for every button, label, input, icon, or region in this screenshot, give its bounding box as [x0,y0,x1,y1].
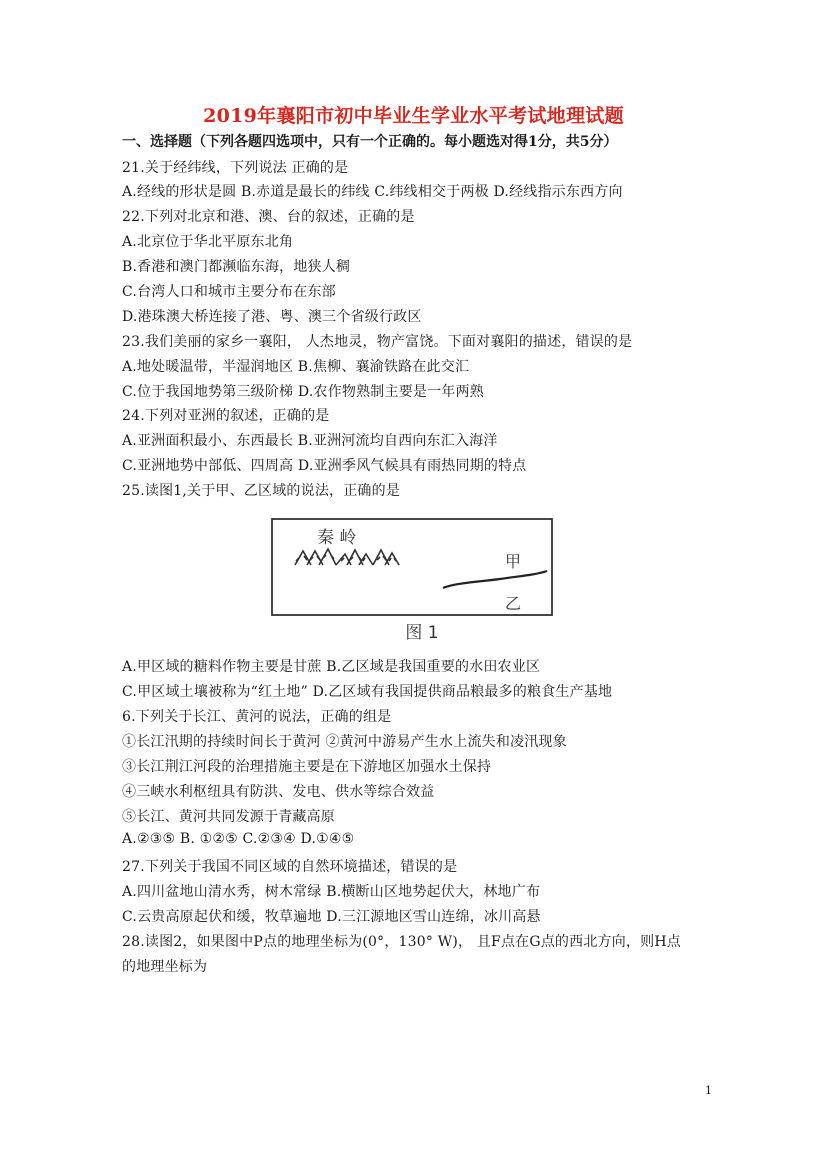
question-27: 27.下列关于我国不同区域的自然环境描述，错误的是 [122,859,458,875]
question-26: 6.下列关于长江、黄河的说法，正确的组是 [122,709,392,725]
question-28-continued: 的地理坐标为 [122,959,208,975]
region-yi-label: 乙 [505,594,522,613]
question-23: 23.我们美丽的家乡一襄阳， 人杰地灵，物产富饶。下面对襄阳的描述，错误的是 [122,334,633,350]
mountain-label: 秦 岭 [317,528,357,548]
question-28: 28.读图2，如果图中P点的地理坐标为(0°，130° W)， 且F点在G点的西北方向，则H点 [122,934,681,950]
region-jia-label: 甲 [505,552,522,571]
exam-title: 2019年襄阳市初中毕业生学业水平考试地理试题 [203,105,624,127]
section-heading: 一、选择题（下列各题四选项中，只有一个正确的。每小题选对得1分，共5分） [122,134,618,150]
question-25-options-ab: A.甲区域的糖料作物主要是甘蔗 B.乙区域是我国重要的水田农业区 [122,659,541,675]
page-number: 1 [705,1084,712,1097]
question-27-options-ab: A.四川盆地山清水秀，树木常绿 B.横断山区地势起伏大，林地广布 [122,884,541,900]
question-23-options-ab: A.地处暖温带，半湿润地区 B.焦柳、襄渝铁路在此交汇 [122,359,470,375]
question-27-options-cd: C.云贵高原起伏和缓，牧草遍地 D.三江源地区雪山连绵，冰川高悬 [122,909,541,925]
question-26-statement-4: ④三峡水利枢纽具有防洪、发电、供水等综合效益 [122,784,435,800]
question-22: 22.下列对北京和港、澳、台的叙述，正确的是 [122,209,415,225]
question-26-statement-1-2: ①长江汛期的持续时间长于黄河 ②黄河中游易产生水上流失和凌汛现象 [122,734,567,750]
question-21: 21.关于经纬线，下列说法 正确的是 [122,160,349,176]
question-25-options-cd: C.甲区域土壤被称为“红土地” D.乙区域有我国提供商品粮最多的粮食生产基地 [122,684,613,700]
question-21-options: A.经线的形状是圆 B.赤道是最长的纬线 C.纬线相交于两极 D.经线指示东西方向 [122,184,623,200]
question-22-option-c: C.台湾人口和城市主要分布在东部 [122,284,336,300]
question-25: 25.读图1,关于甲、乙区域的说法，正确的是 [122,483,401,499]
question-26-statement-5: ⑤长江、黄河共同发源于青藏高原 [122,809,335,825]
question-22-option-a: A.北京位于华北平原东北角 [122,234,294,250]
figure-caption: 图 1 [405,623,439,643]
question-26-options: A.②③⑤ B. ①②⑤ C.②③④ D.①④⑤ [122,831,355,847]
question-24: 24.下列对亚洲的叙述，正确的是 [122,408,330,424]
figure-1 [255,508,575,648]
question-24-options-ab: A.亚洲面积最小、东西最长 B.亚洲河流均自西向东汇入海洋 [122,433,498,449]
question-24-options-cd: C.亚洲地势中部低、四周高 D.亚洲季风气候具有雨热同期的特点 [122,458,527,474]
question-26-statement-3: ③长江荆江河段的治理措施主要是在下游地区加强水土保持 [122,759,492,775]
question-22-option-b: B.香港和澳门都濒临东海，地狭人稠 [122,259,351,275]
question-23-options-cd: C.位于我国地势第三级阶梯 D.农作物熟制主要是一年两熟 [122,384,484,400]
question-22-option-d: D.港珠澳大桥连接了港、粤、澳三个省级行政区 [122,309,422,325]
